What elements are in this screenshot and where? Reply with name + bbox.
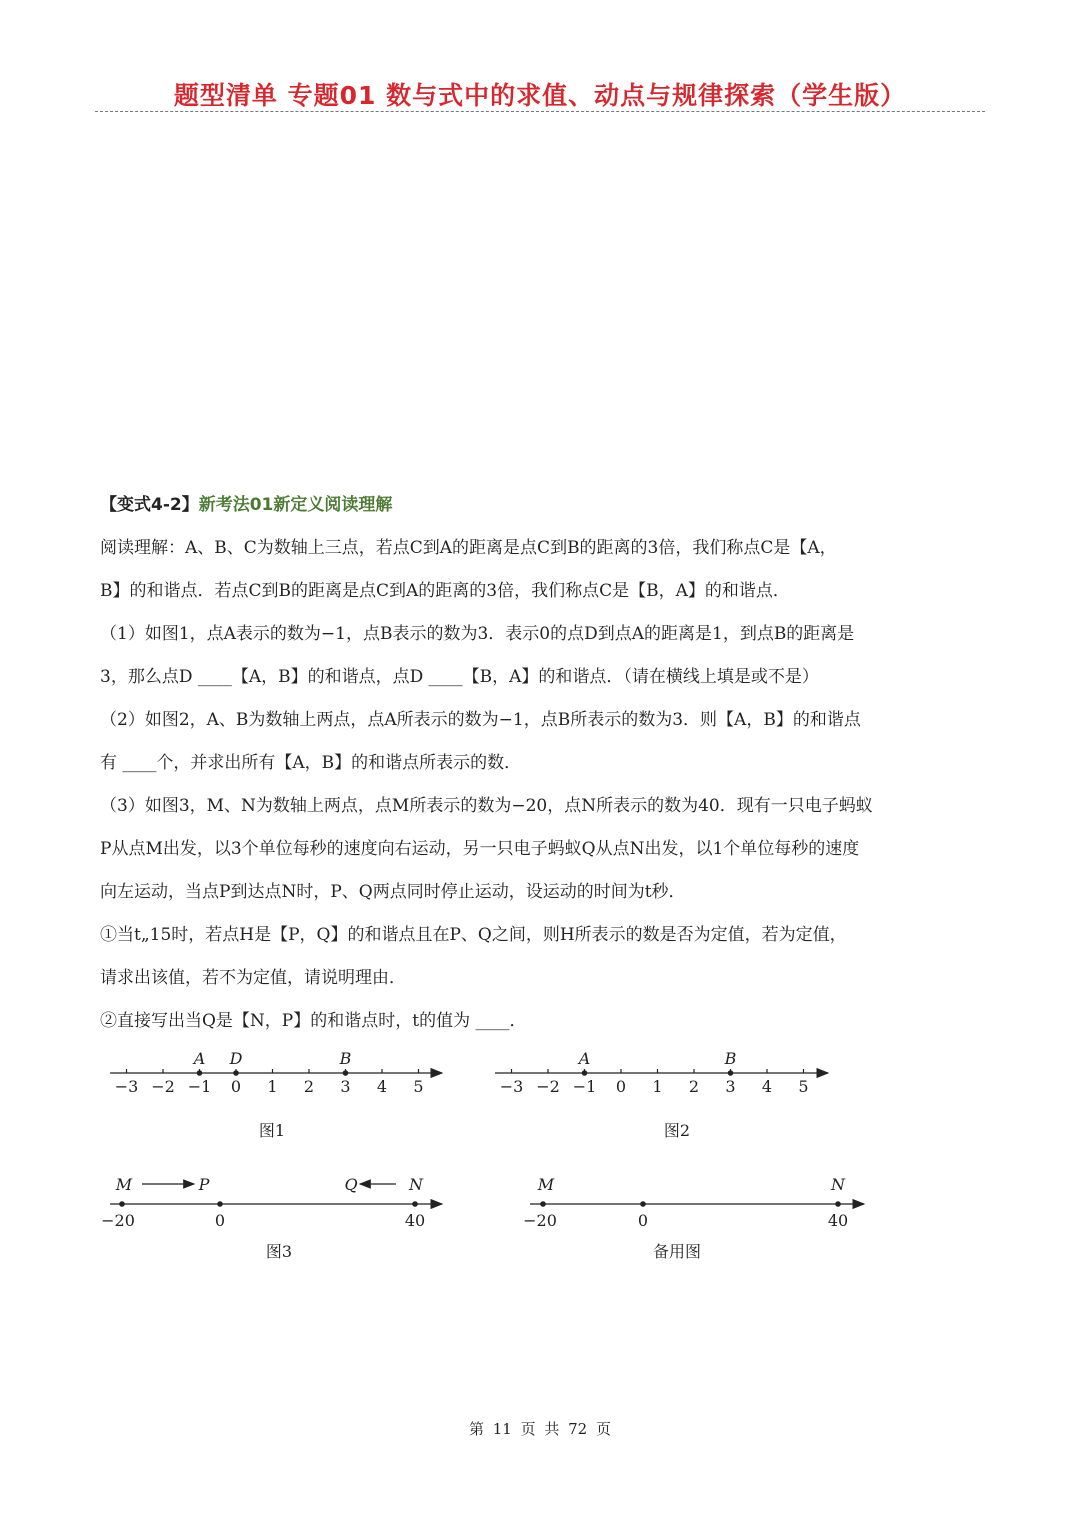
- problem-line: 阅读理解：A、B、C为数轴上三点，若点C到A的距离是点C到B的距离的3倍，我们称点C是【A，: [100, 538, 837, 558]
- fig3-tick-label: 0: [214, 1211, 226, 1230]
- fig4-point-m: [540, 1201, 546, 1207]
- fig2-tick-label: 5: [798, 1077, 809, 1096]
- fig2-tick-label: 3: [725, 1077, 736, 1096]
- fig3-caption: 图3: [265, 1242, 293, 1261]
- fig2-tick-label: 1: [652, 1077, 663, 1096]
- fig1-point-d: [233, 1070, 239, 1076]
- figures-area: [0, 1030, 1080, 1280]
- problem-line: 请求出该值，若不为定值，请说明理由．: [100, 968, 406, 988]
- fig4-point-n: [835, 1201, 841, 1207]
- problem-block: [100, 484, 990, 1043]
- fig1-label-b: B: [339, 1049, 352, 1068]
- problem-line: （2）如图2，A、B为数轴上两点，点A所表示的数为−1，点B所表示的数为3．则【A，B】的和谐点: [100, 710, 861, 730]
- fig1-points: [192, 1049, 352, 1076]
- fig3-tick-label: 40: [404, 1211, 426, 1230]
- fig3-point-zero: [217, 1201, 223, 1207]
- fig3-label-p: P: [198, 1175, 210, 1194]
- fig1-tick-label: 1: [267, 1077, 278, 1096]
- fig3-tick-label: −20: [101, 1211, 135, 1230]
- fig1-tick-label: 2: [303, 1077, 315, 1096]
- fig2-label-b: B: [724, 1049, 737, 1068]
- fig2-point-b: [728, 1070, 734, 1076]
- fig2-tick-label: 0: [615, 1077, 627, 1096]
- fig1-tick-label: 4: [376, 1077, 388, 1096]
- fig2-tick-label: −1: [572, 1077, 597, 1096]
- problem-line: 3，那么点D ____【A，B】的和谐点，点D ____【B，A】的和谐点．（请在横线上填是或不是）: [100, 667, 819, 687]
- fig4-tick-label: −20: [523, 1211, 557, 1230]
- problem-line: ①当t„15时，若点H是【P，Q】的和谐点且在P、Q之间，则H所表示的数是否为定值，若为定值，: [100, 925, 847, 945]
- fig1-tick-label: 3: [340, 1077, 351, 1096]
- figure-4: [523, 1175, 864, 1261]
- header-divider: [95, 111, 985, 112]
- fig4-caption: 备用图: [652, 1242, 702, 1261]
- problem-line: P从点M出发，以3个单位每秒的速度向右运动，另一只电子蚂蚁Q从点N出发，以1个单位每秒的速度: [100, 839, 860, 859]
- fig2-point-a: [582, 1070, 588, 1076]
- fig1-tick-label: 5: [413, 1077, 424, 1096]
- fig4-tick-label: 40: [827, 1211, 849, 1230]
- fig1-label-a: A: [193, 1049, 206, 1068]
- fig2-label-a: A: [578, 1049, 591, 1068]
- fig2-points: [577, 1049, 737, 1076]
- problem-line: 有 ____个，并求出所有【A，B】的和谐点所表示的数．: [100, 753, 522, 773]
- figure-1: [110, 1049, 442, 1140]
- fig3-label-q: Q: [344, 1175, 358, 1194]
- number-line-figures: [0, 1030, 1080, 1280]
- figure-3: [101, 1175, 442, 1261]
- fig3-label-m: M: [115, 1175, 133, 1194]
- fig2-tick-label: 2: [688, 1077, 700, 1096]
- fig1-tick-label: 0: [230, 1077, 242, 1096]
- problem-tag: 【变式4-2】: [100, 495, 199, 515]
- fig2-caption: 图2: [663, 1121, 691, 1140]
- fig4-label-m: M: [537, 1175, 555, 1194]
- fig2-tick-label: 4: [761, 1077, 773, 1096]
- fig1-tick-label: −1: [187, 1077, 212, 1096]
- fig1-caption: 图1: [258, 1121, 286, 1140]
- problem-line: （1）如图1，点A表示的数为−1，点B表示的数为3．表示0的点D到点A的距离是1，到点B的距离是: [100, 624, 855, 644]
- fig4-tick-label: 0: [637, 1211, 649, 1230]
- fig3-point-m: [119, 1201, 125, 1207]
- problem-line: B】的和谐点．若点C到B的距离是点C到A的距离的3倍，我们称点C是【B，A】的和谐点．: [100, 581, 790, 601]
- figure-2: [495, 1049, 828, 1140]
- fig1-point-b: [343, 1070, 349, 1076]
- page-footer: 第 11 页 共 72 页: [468, 1420, 611, 1438]
- fig2-tick-label: −2: [536, 1077, 560, 1096]
- problem-line: ②直接写出当Q是【N，P】的和谐点时，t的值为 ____．: [100, 1011, 527, 1031]
- problem-subtitle: 新考法01新定义阅读理解: [198, 495, 393, 515]
- fig1-tick-label: −3: [114, 1077, 139, 1096]
- problem-line: 向左运动，当点P到达点N时，P、Q两点同时停止运动，设运动的时间为t秒．: [100, 882, 686, 902]
- page-title: 题型清单 专题01 数与式中的求值、动点与规律探索（学生版）: [173, 81, 907, 110]
- fig1-point-a: [197, 1070, 203, 1076]
- fig4-point-zero: [640, 1201, 646, 1207]
- fig3-label-n: N: [409, 1175, 423, 1194]
- fig4-label-n: N: [831, 1175, 845, 1194]
- problem-heading: [100, 484, 990, 527]
- fig1-tick-label: −2: [151, 1077, 175, 1096]
- fig2-tick-label: −3: [499, 1077, 524, 1096]
- fig3-point-n: [412, 1201, 418, 1207]
- fig1-label-d: D: [229, 1049, 243, 1068]
- problem-line: （3）如图3，M、N为数轴上两点，点M所表示的数为−20，点N所表示的数为40．现有一只电子蚂蚁: [100, 796, 873, 816]
